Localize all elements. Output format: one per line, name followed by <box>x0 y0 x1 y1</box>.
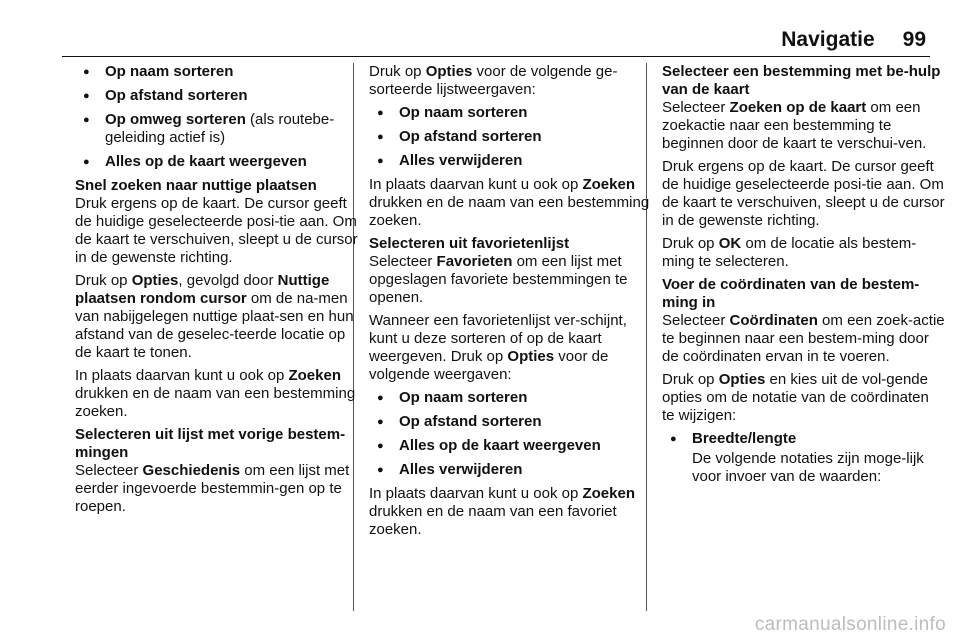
paragraph: Druk op Opties, gevolgd door Nuttige plaatsen rondom cursor om de na-men van nabijgelegen nuttige plaat-sen en hun afstand van de geselec-teerde locatie op de kaart te tonen. <box>75 272 354 361</box>
list-item: ● Alles op de kaart weergeven <box>369 437 652 455</box>
section-heading: Selecteer een bestemming met be-hulp van de kaart <box>662 63 941 98</box>
paragraph: Selecteer Coördinaten om een zoek-actie te beginnen naar een bestem-ming door de coördinaten ervan in te voeren. <box>662 312 945 365</box>
paragraph: In plaats daarvan kunt u ook op Zoeken drukken en de naam van een bestemming zoeken. <box>75 367 356 420</box>
list-item: ● Alles op de kaart weergeven <box>75 153 358 171</box>
watermark: carmanualsonline.info <box>754 614 946 635</box>
notation-options-list <box>662 430 945 448</box>
list-item: ● Op afstand sorteren <box>369 413 652 431</box>
section-heading: Selecteren uit lijst met vorige bestem-mingen <box>75 426 346 461</box>
paragraph: Druk op OK om de locatie als bestem-ming te selecteren. <box>662 235 917 270</box>
list-item: ● Breedte/lengte <box>662 430 945 448</box>
list-item: ● Op naam sorteren <box>75 63 358 81</box>
list-item: ● Alles verwijderen <box>369 152 652 170</box>
paragraph: Druk op Opties voor de volgende ge-sorteerde lijstweergaven: <box>369 63 618 98</box>
paragraph: Wanneer een favorietenlijst ver-schijnt, kunt u deze sorteren of op de kaart weergeven. Druk op Opties voor de volgende weergaven: <box>369 312 627 383</box>
list-item: ● Alles verwijderen <box>369 461 652 479</box>
column-left <box>75 63 358 521</box>
paragraph: In plaats daarvan kunt u ook op Zoeken drukken en de naam van een bestemming zoeken. <box>369 176 650 229</box>
list-item: ● Op afstand sorteren <box>75 87 358 105</box>
sort-options-list <box>75 63 358 171</box>
view-options-list <box>369 389 652 479</box>
paragraph: In plaats daarvan kunt u ook op Zoeken drukken en de naam van een favoriet zoeken. <box>369 485 635 538</box>
page-number: 99 <box>902 28 926 51</box>
section-title: Navigatie <box>781 28 875 51</box>
column-middle <box>369 63 652 544</box>
sort-options-list <box>369 104 652 170</box>
column-right <box>662 63 945 486</box>
section-heading: Snel zoeken naar nuttige plaatsen <box>75 177 317 194</box>
page-header <box>781 28 926 52</box>
paragraph: Selecteer Zoeken op de kaart om een zoekactie naar een bestemming te beginnen door de kaart te verschui-ven. <box>662 99 927 152</box>
header-divider <box>62 56 930 57</box>
list-item: ● Op naam sorteren <box>369 104 652 122</box>
list-item: ● Op naam sorteren <box>369 389 652 407</box>
paragraph: Selecteer Geschiedenis om een lijst met eerder ingevoerde bestemmin-gen op te roepen. <box>75 462 350 515</box>
paragraph: Druk op Opties en kies uit de vol-gende opties om de notatie van de coördinaten te wijzigen: <box>662 371 929 424</box>
paragraph: Druk ergens op de kaart. De cursor geeft de huidige geselecteerde posi-tie aan. Om de kaart te verschuiven, sleept u de cursor in de gewenste richting. <box>75 195 358 266</box>
list-item: ● Op afstand sorteren <box>369 128 652 146</box>
section-heading: Voer de coördinaten van de bestem-ming in <box>662 276 920 311</box>
section-heading: Selecteren uit favorietenlijst <box>369 235 570 252</box>
paragraph: Druk ergens op de kaart. De cursor geeft de huidige geselecteerde posi-tie aan. Om de kaart te verschuiven, sleept u de cursor in de gewenste richting. <box>662 158 945 229</box>
list-item: ● Op omweg sorteren (als routebe-geleiding actief is) <box>75 111 358 147</box>
paragraph: De volgende notaties zijn moge-lijk voor invoer van de waarden: <box>692 450 924 485</box>
paragraph: Selecteer Favorieten om een lijst met opgeslagen favoriete bestemmingen te openen. <box>369 253 628 306</box>
